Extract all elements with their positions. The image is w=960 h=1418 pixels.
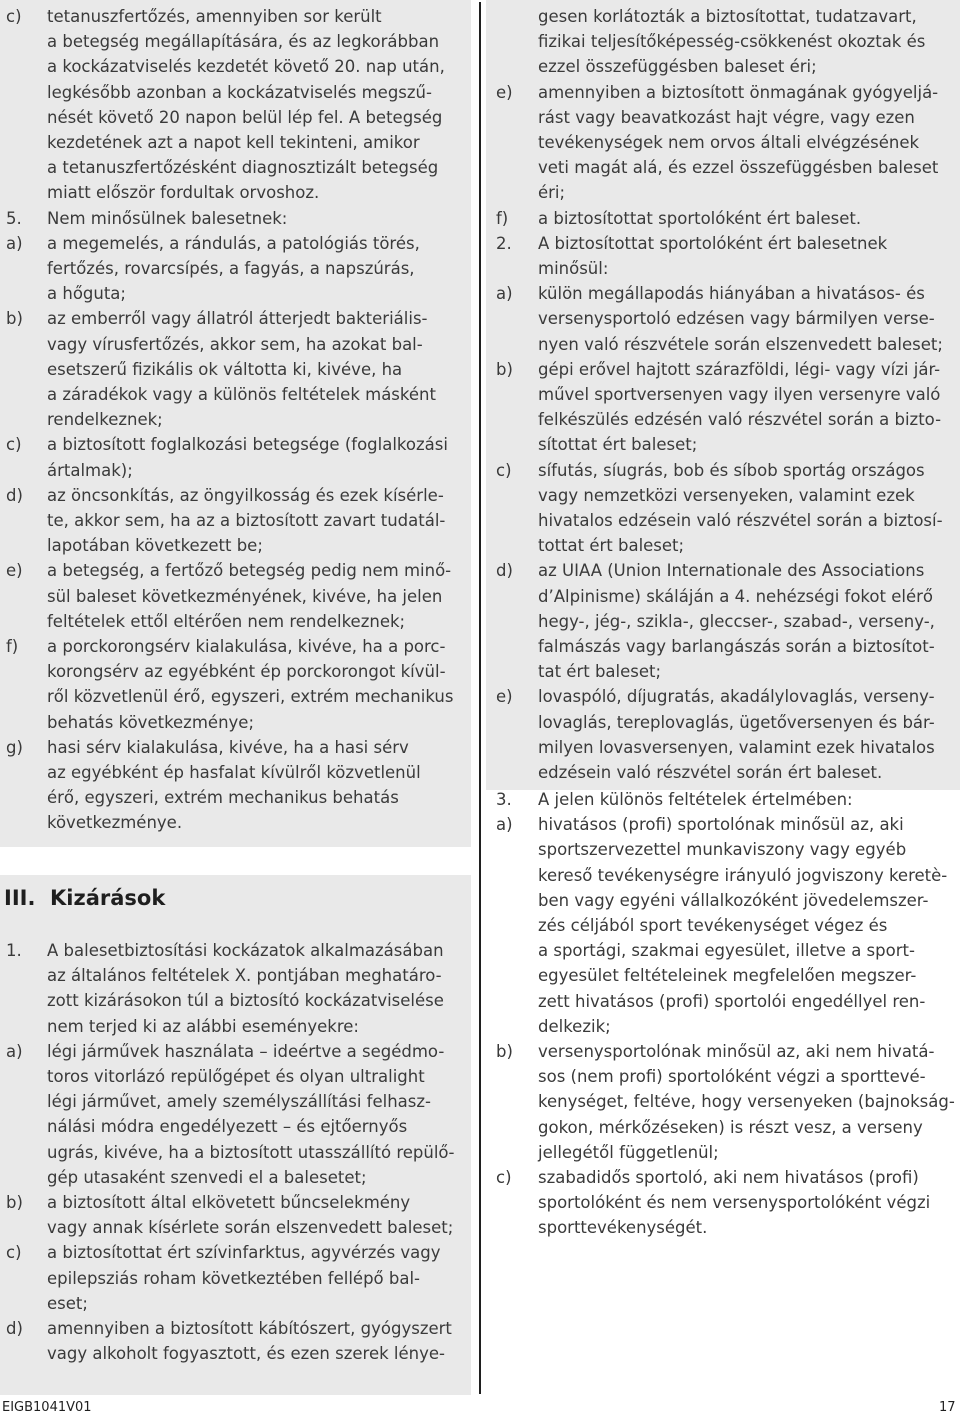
item-text: behatás következménye; [47, 712, 254, 732]
item-text: tottat ért baleset; [538, 536, 685, 556]
item-text: az UIAA (Union Internationale des Associations [538, 561, 925, 581]
item-text: a sportági, szakmai egyesület, illetve a sport- [538, 941, 915, 961]
item-label: a) [6, 1041, 23, 1061]
item-label: 2. [496, 233, 512, 253]
item-text: toros vitorlázó repülőgépet és olyan ultralight [47, 1067, 425, 1086]
item-text: Nem minősülnek balesetnek: [47, 208, 288, 228]
item-text: az emberről vagy állatról átterjedt bakteriális- [47, 309, 428, 329]
item-text: tetanuszfertőzés, amennyiben sor került [47, 7, 382, 26]
item-text: hivatásos (profi) sportolónak minősül az, aki [538, 815, 904, 835]
item-label: 1. [6, 941, 22, 960]
item-text: külön megállapodás hiányában a hivatásos- és [538, 284, 925, 304]
item-text: gépi erővel hajtott szárazföldi, légi- vagy vízi jár- [538, 359, 941, 379]
item-label: c) [496, 1168, 512, 1187]
item-label: d) [6, 1319, 23, 1338]
item-text: jellegétől függetlenül; [538, 1142, 719, 1162]
column-divider [479, 2, 481, 1394]
item-text: A jelen különös feltételek értelmében: [538, 790, 853, 809]
item-text: érő, egyszeri, extrém mechanikus behatás [47, 788, 399, 808]
item-text: a biztosítottat ért szívinfarktus, agyvérzés vagy [47, 1243, 441, 1263]
item-text: gép utasaként szenvedi el a balesetet; [47, 1167, 367, 1187]
item-label: 5. [6, 208, 22, 228]
item-text: kezdetének azt a napot kell tekinteni, amikor [47, 133, 420, 152]
item-text: zés céljából sport tevékenységet végez és [538, 916, 888, 935]
item-text: esetszerű fizikális ok váltotta ki, kivéve, ha [47, 359, 403, 379]
item-text: a záradékok vagy a különös feltételek másként [47, 385, 436, 404]
item-label: a) [496, 815, 513, 835]
item-text: nem terjed ki az alábbi eseményekre: [47, 1016, 359, 1036]
item-text: feltételek ettől eltérően nem rendelkeznek; [47, 611, 406, 631]
item-text: gokon, mérkőzéseken) is részt vesz, a verseny [538, 1117, 923, 1137]
document-code: EIGB1041V01 [2, 1400, 92, 1415]
item-text: ben vagy egyéni vállalkozóként jövedelemszer- [538, 890, 929, 910]
item-text: a tetanuszfertőzésként diagnosztizált betegség [47, 158, 439, 178]
item-text: egyesület feltételeinek megfelelően megszer- [538, 966, 917, 986]
item-text: a betegség, a fertőző betegség pedig nem minő- [47, 561, 452, 581]
item-text: miatt először fordultak orvoshoz. [47, 183, 320, 203]
section-number: III. [4, 886, 36, 910]
item-text: a biztosított által elkövetett bűncselekmény [47, 1193, 411, 1212]
item-text: művel sportversenyen vagy ilyen versenyre való [538, 385, 941, 404]
item-text: sos (nem profi) sportolóként végzi a sporttevé- [538, 1067, 926, 1087]
item-text: a hőguta; [47, 284, 126, 304]
item-label: g) [6, 737, 23, 757]
item-text: lovaspóló, díjugratás, akadálylovaglás, verseny- [538, 687, 935, 707]
item-text: az egyébként ép hasfalat kívülről közvetlenül [47, 763, 421, 782]
item-text: a kockázatviselés kezdetét követő 20. nap után, [47, 57, 445, 77]
item-text: zott kizárásokon túl a biztosító kockázatviselése [47, 991, 444, 1011]
item-text: hivatalos edzésein való részvétel során a biztosí- [538, 511, 943, 530]
item-text: tevékenységek nem orvos általi elvégzésének [538, 133, 920, 152]
item-text: vagy vírusfertőzés, akkor sem, ha azokat bal- [47, 334, 423, 354]
item-text: versenysportoló edzésen vagy bármilyen verse- [538, 309, 935, 329]
item-text: zett hivatásos (profi) sportolói engedéllyel ren- [538, 991, 926, 1011]
item-label: a) [6, 233, 23, 253]
item-text: nyen való részvétele során elszenvedett baleset; [538, 334, 943, 354]
item-text: a biztosított foglalkozási betegsége (foglalkozási [47, 435, 448, 455]
item-text: legkésőbb azonban a kockázatviselés megszű- [47, 82, 432, 102]
item-text: a biztosítottat sportolóként ért baleset. [538, 208, 862, 228]
item-text: az általános feltételek X. pontjában meghatáro- [47, 966, 442, 986]
item-text: vagy alkoholt fogyasztott, és ezen szerek lénye- [47, 1344, 445, 1364]
item-text: falmászás vagy barlangászás során a biztosítot- [538, 637, 935, 656]
item-label: c) [6, 7, 22, 26]
item-text: korongsérv az egyébként ép porckorongot kívül- [47, 662, 446, 682]
item-text: ugrás, kivéve, ha a biztosított utasszállító repülő- [47, 1142, 455, 1162]
item-label: c) [6, 435, 22, 455]
item-text: epilepsziás roham következtében fellépő bal- [47, 1268, 421, 1288]
item-text: vagy nemzetközi versenyeken, valamint ezek [538, 485, 915, 505]
item-text: a porckorongsérv kialakulása, kivéve, ha a porc- [47, 637, 446, 656]
item-text: rást vagy beavatkozást hajt végre, vagy ezen [538, 107, 915, 127]
item-text: versenysportolónak minősül az, aki nem hivatá- [538, 1042, 935, 1061]
item-text: az öncsonkítás, az öngyilkosság és ezek kísérle- [47, 485, 444, 505]
item-label: b) [6, 1193, 23, 1212]
item-text: következménye. [47, 813, 183, 833]
item-text: lovaglás, tereplovaglás, ügetőversenyen és bár- [538, 712, 935, 732]
item-text: edzésein való részvétel során ért baleset. [538, 763, 883, 782]
item-text: sportszervezettel munkaviszony vagy egyéb [538, 840, 907, 860]
item-text: légi járművet, amely személyszállítási felhasz- [47, 1092, 431, 1112]
item-text: sífutás, síugrás, bob és síbob sportág országos [538, 460, 925, 480]
item-text: nálási módra engedélyezett – és ejtőernyős [47, 1117, 408, 1137]
item-text: kenységet, feltéve, hogy versenyeken (bajnokság- [538, 1092, 955, 1112]
item-label: e) [496, 82, 513, 102]
item-text: veti magát alá, és ezzel összefüggésben baleset [538, 158, 939, 178]
item-text: tat ért baleset; [538, 662, 662, 682]
item-label: d) [6, 485, 23, 505]
item-text: felkészülés edzésén való részvétel során a bizto- [538, 410, 942, 430]
item-text: sporttevékenységét. [538, 1218, 708, 1238]
item-label: e) [6, 561, 23, 581]
section-title: Kizárások [50, 886, 166, 910]
item-text: éri; [538, 183, 566, 203]
item-label: b) [6, 309, 23, 329]
item-label: b) [496, 359, 513, 379]
item-text: milyen lovasversenyen, valamint ezek hivatalos [538, 737, 935, 757]
item-text: gesen korlátozták a biztosítottat, tudatzavart, [538, 7, 917, 26]
item-text: a betegség megállapítására, és az legkorábban [47, 32, 440, 52]
item-text: d’Alpinisme) skáláján a 4. nehézségi fokot elérő [538, 586, 933, 606]
item-label: d) [496, 561, 513, 581]
item-text: ezzel összefüggésben baleset éri; [538, 57, 817, 77]
item-text: légi járművek használata – ideértve a segédmo- [47, 1041, 445, 1061]
item-text: te, akkor sem, ha az a biztosított zavart tudatál- [47, 511, 446, 530]
item-text: sportolóként és nem versenysportolóként végzi [538, 1193, 931, 1213]
item-text: rendelkeznek; [47, 410, 163, 430]
item-text: hegy-, jég-, szikla-, gleccser-, szabad-, verseny-, [538, 611, 935, 631]
item-label: c) [496, 460, 512, 480]
item-label: f) [496, 208, 509, 228]
item-text: fizikai teljesítőképesség-csökkenést okoztak és [538, 32, 926, 52]
item-text: A balesetbiztosítási kockázatok alkalmazásában [47, 941, 444, 960]
item-label: 3. [496, 790, 512, 809]
item-text: szabadidős sportoló, aki nem hivatásos (profi) [538, 1168, 919, 1187]
section-heading [4, 886, 166, 910]
item-label: a) [496, 284, 513, 304]
item-label: e) [496, 687, 513, 707]
item-text: vagy annak kísérlete során elszenvedett baleset; [47, 1218, 454, 1238]
item-label: f) [6, 637, 19, 656]
item-text: A biztosítottat sportolóként ért balesetnek [538, 233, 888, 253]
page-number: 17 [939, 1400, 956, 1415]
item-text: kereső tevékenységre irányuló jogviszony keretè- [538, 865, 948, 885]
item-label: b) [496, 1042, 513, 1061]
item-text: amennyiben a biztosított kábítószert, gyógyszert [47, 1319, 452, 1338]
item-text: nését követő 20 napon belül lép fel. A betegség [47, 107, 443, 127]
item-text: amennyiben a biztosított önmagának gyógyeljá- [538, 82, 939, 102]
item-text: eset; [47, 1293, 88, 1313]
item-text: ről közvetlenül érő, egyszeri, extrém mechanikus [47, 687, 454, 707]
item-label: c) [6, 1243, 22, 1263]
item-text: lapotában következett be; [47, 536, 263, 556]
item-text: sül baleset következményének, kivéve, ha jelen [47, 586, 443, 606]
item-text: hasi sérv kialakulása, kivéve, ha a hasi sérv [47, 737, 409, 757]
item-text: sítottat ért baleset; [538, 435, 698, 455]
item-text: delkezik; [538, 1016, 611, 1036]
item-text: minősül: [538, 259, 609, 278]
item-text: fertőzés, rovarcsípés, a fagyás, a napszúrás, [47, 259, 415, 278]
item-text: ártalmak); [47, 460, 133, 480]
item-text: a megemelés, a rándulás, a patológiás törés, [47, 233, 420, 253]
